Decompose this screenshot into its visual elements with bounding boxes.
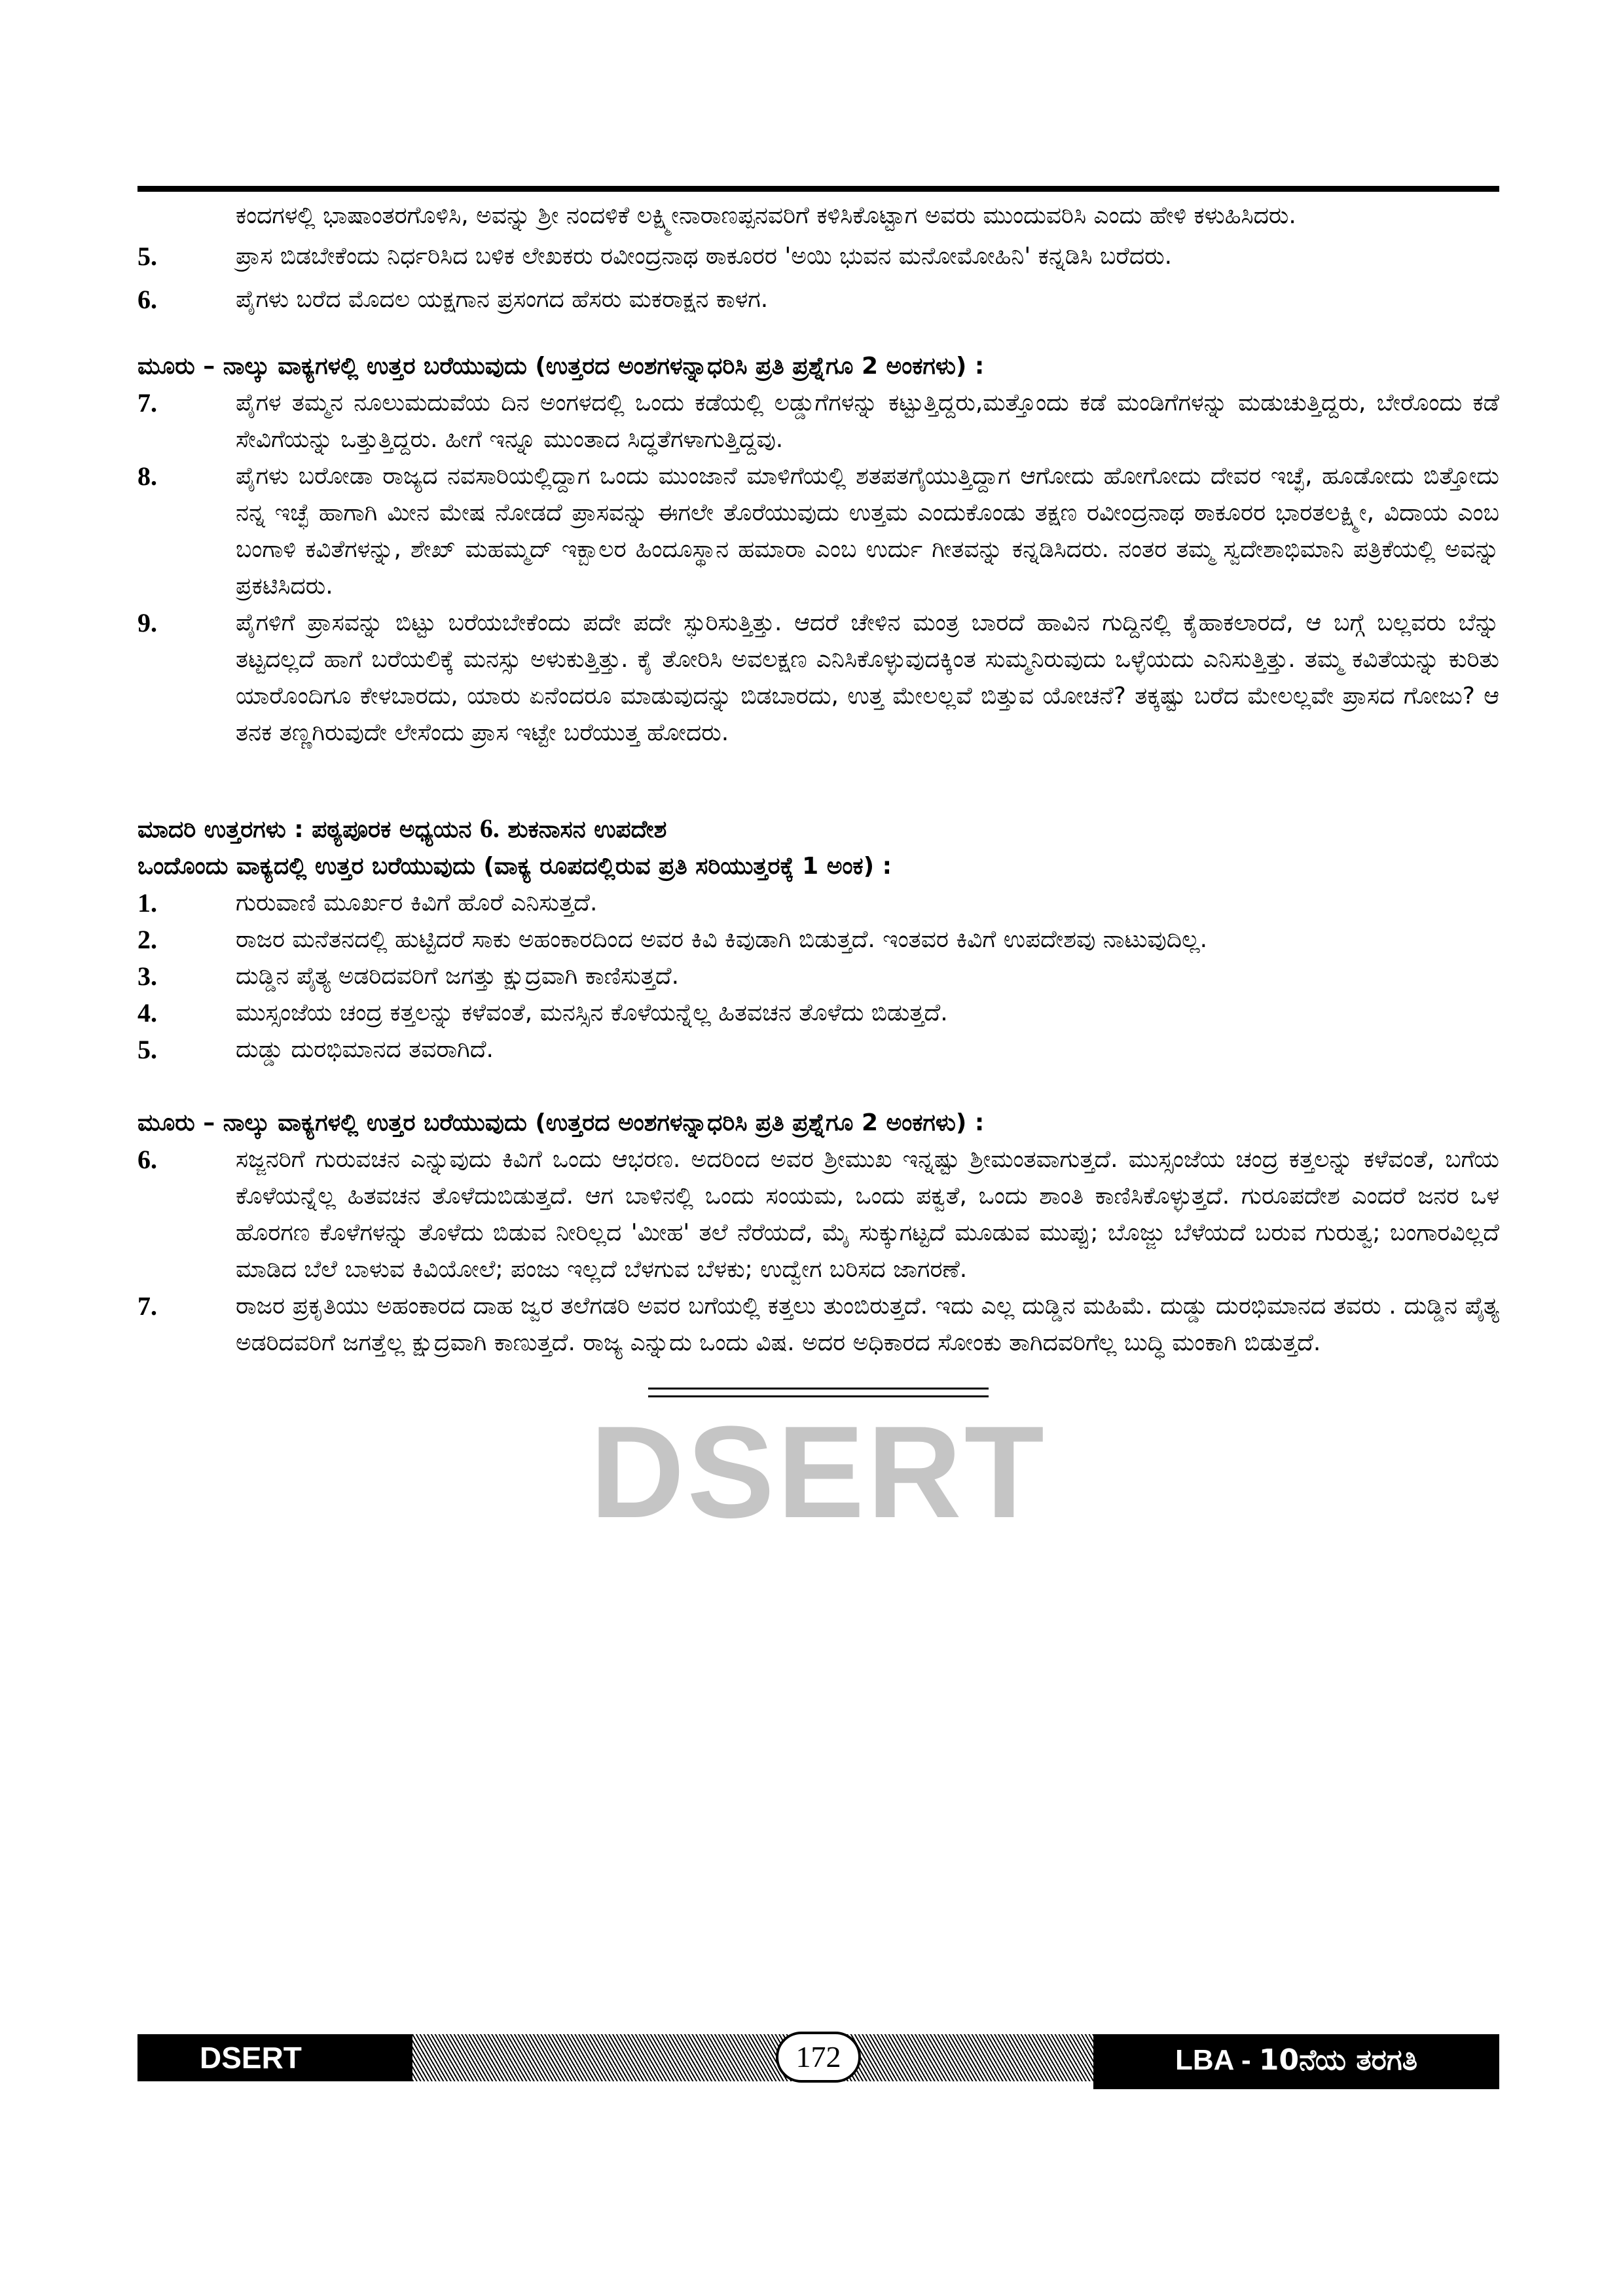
section-model-answers	[137, 810, 1499, 1068]
list-item	[137, 1031, 1499, 1068]
item-text: ರಾಜರ ಮನೆತನದಲ್ಲಿ ಹುಟ್ಟಿದರೆ ಸಾಕು ಅಹಂಕಾರದಿಂದ ಅವರ ಕಿವಿ ಕಿವುಡಾಗಿ ಬಿಡುತ್ತದೆ. ಇಂತವರ ಕಿವಿಗೆ ಉಪದೇಶವು ನಾಟುವುದಿಲ್ಲ.	[236, 926, 1208, 953]
footer-grade: 10ನೆಯ ತರಗತಿ	[1258, 2043, 1418, 2077]
item-number	[137, 198, 236, 234]
list-item	[137, 1288, 1499, 1361]
item-number: 3.	[137, 961, 157, 991]
item-number: 7.	[137, 1291, 157, 1321]
item-text: ಸಜ್ಜನರಿಗೆ ಗುರುವಚನ ಎನ್ನುವುದು ಕಿವಿಗೆ ಒಂದು ಆಭರಣ. ಅದರಿಂದ ಅವರ ಶ್ರೀಮುಖ ಇನ್ನಷ್ಟು ಶ್ರೀಮಂತವಾಗುತ್ತದೆ. ಮುಸ್ಸಂಜೆಯ ಚಂದ್ರ ಕತ್ತಲನ್ನು ಕಳೆವಂತೆ, ಬಗೆಯ ಕೊಳೆಯನ್ನೆಲ್ಲ ಹಿತವಚನ ತೊಳೆದುಬಿಡುತ್ತದೆ. ಆಗ ಬಾಳಿನಲ್ಲಿ ಒಂದು ಸಂಯಮ, ಒಂದು ಪಕ್ವತೆ, ಒಂದು ಶಾಂತಿ ಕಾಣಿಸಿಕೊಳ್ಳುತ್ತದೆ. ಗುರೂಪದೇಶ ಎಂದರೆ ಜನರ ಒಳ ಹೊರಗಣ ಕೊಳೆಗಳನ್ನು ತೊಳೆದು ಬಿಡುವ ನೀರಿಲ್ಲದ 'ಮೀಹ' ತಲೆ ನೆರೆಯದೆ, ಮೈ ಸುಕ್ಕುಗಟ್ಟದೆ ಮೂಡುವ ಮುಪ್ಪು; ಬೊಜ್ಜು ಬೆಳೆಯದೆ ಬರುವ ಗುರುತ್ವ; ಬಂಗಾರವಿಲ್ಲದೆ ಮಾಡಿದ ಬೆಲೆ ಬಾಳುವ ಕಿವಿಯೋಲೆ; ಪಂಜು ಇಲ್ಲದೆ ಬೆಳಗುವ ಬೆಳಕು; ಉದ್ವೇಗ ಬರಿಸದ ಜಾಗರಣೆ.	[236, 1146, 1499, 1283]
item-text: ದುಡ್ಡು ದುರಭಿಮಾನದ ತವರಾಗಿದೆ.	[236, 1036, 494, 1063]
item-number: 1.	[137, 888, 157, 918]
end-rules	[648, 1388, 989, 1397]
list-item	[137, 922, 1499, 958]
list-item	[137, 385, 1499, 458]
item-number: 6.	[137, 1145, 157, 1174]
item-text: ಪೈಗಳು ಬರೋಡಾ ರಾಜ್ಯದ ನವಸಾರಿಯಲ್ಲಿದ್ದಾಗ ಒಂದು ಮುಂಜಾನೆ ಮಾಳಿಗೆಯಲ್ಲಿ ಶತಪತಗೈಯುತ್ತಿದ್ದಾಗ ಆಗೋದು ಹೋಗೋದು ದೇವರ ಇಚ್ಛೆ, ಹೂಡೋದು ಬಿತ್ತೋದು ನನ್ನ ಇಚ್ಛೆ ಹಾಗಾಗಿ ಮೀನ ಮೇಷ ನೋಡದೆ ಪ್ರಾಸವನ್ನು ಈಗಲೇ ತೊರೆಯುವುದು ಉತ್ತಮ ಎಂದುಕೊಂಡು ತಕ್ಷಣ ರವೀಂದ್ರನಾಥ ಠಾಕೂರರ ಭಾರತಲಕ್ಷ್ಮೀ, ವಿದಾಯ ಎಂಬ ಬಂಗಾಳಿ ಕವಿತೆಗಳನ್ನು, ಶೇಖ್ ಮಹಮ್ಮದ್ ಇಕ್ಬಾಲರ ಹಿಂದೂಸ್ಥಾನ ಹಮಾರಾ ಎಂಬ ಉರ್ದು ಗೀತವನ್ನು ಕನ್ನಡಿಸಿದರು. ನಂತರ ತಮ್ಮ ಸ್ವದೇಶಾಭಿಮಾನಿ ಪತ್ರಿಕೆಯಲ್ಲಿ ಅವನ್ನು ಪ್ರಕಟಿಸಿದರು.	[236, 463, 1499, 600]
title-text: ಮಾದರಿ ಉತ್ತರಗಳು : ಪಠ್ಯಪೂರಕ ಅಧ್ಯಯನ	[137, 816, 480, 843]
item-number: 5.	[137, 1035, 157, 1064]
page-footer	[137, 2034, 1499, 2089]
item-text: ಪೈಗಳ ತಮ್ಮನ ನೂಲುಮದುವೆಯ ದಿನ ಅಂಗಳದಲ್ಲಿ ಒಂದು ಕಡೆಯಲ್ಲಿ ಲಡ್ಡುಗೆಗಳನ್ನು ಕಟ್ಟುತ್ತಿದ್ದರು,ಮತ್ತೊಂದು ಕಡೆ ಮಂಡಿಗೆಗಳನ್ನು ಮಡುಚುತ್ತಿದ್ದರು, ಬೇರೊಂದು ಕಡೆ ಸೇವಿಗೆಯನ್ನು ಒತ್ತುತ್ತಿದ್ದರು. ಹೀಗೆ ಇನ್ನೂ ಮುಂತಾದ ಸಿದ್ಧತೆಗಳಾಗುತ್ತಿದ್ದವು.	[236, 389, 1499, 453]
watermark: DSERT	[590, 1399, 1047, 1545]
page-content	[137, 198, 1499, 1545]
list-item	[137, 458, 1499, 605]
section-heading: ಒಂದೊಂದು ವಾಕ್ಯದಲ್ಲಿ ಉತ್ತರ ಬರೆಯುವುದು (ವಾಕ್ಯ ರೂಪದಲ್ಲಿರುವ ಪ್ರತಿ ಸರಿಯುತ್ತರಕ್ಕೆ 1 ಅಂಕ) :	[137, 853, 892, 880]
list-item	[137, 605, 1499, 751]
item-text: ರಾಜರ ಪ್ರಕೃತಿಯು ಅಹಂಕಾರದ ದಾಹ ಜ್ವರ ತಲೆಗಡರಿ ಅವರ ಬಗೆಯಲ್ಲಿ ಕತ್ತಲು ತುಂಬಿರುತ್ತದೆ. ಇದು ಎಲ್ಲ ದುಡ್ಡಿನ ಮಹಿಮೆ. ದುಡ್ಡು ದುರಭಿಮಾನದ ತವರು . ದುಡ್ಡಿನ ಪೈತ್ಯ ಅಡರಿದವರಿಗೆ ಜಗತ್ತೆಲ್ಲ ಕ್ಷುದ್ರವಾಗಿ ಕಾಣುತ್ತದೆ. ರಾಜ್ಯ ಎನ್ನುದು ಒಂದು ವಿಷ. ಅದರ ಅಧಿಕಾರದ ಸೋಂಕು ತಾಗಿದವರಿಗೆಲ್ಲ ಬುದ್ಧಿ ಮಂಕಾಗಿ ಬಿಡುತ್ತದೆ.	[236, 1293, 1499, 1356]
section-continued-answers	[137, 198, 1499, 318]
item-number: 8.	[137, 461, 157, 491]
list-item	[137, 958, 1499, 995]
item-text: ದುಡ್ಡಿನ ಪೈತ್ಯ ಅಡರಿದವರಿಗೆ ಜಗತ್ತು ಕ್ಷುದ್ರವಾಗಿ ಕಾಣಿಸುತ್ತದೆ.	[236, 963, 680, 990]
list-item	[137, 1141, 1499, 1288]
footer-lba: LBA -	[1175, 2044, 1259, 2076]
item-text: ಪೈಗಳು ಬರೆದ ಮೊದಲ ಯಕ್ಷಗಾನ ಪ್ರಸಂಗದ ಹೆಸರು ಮಕರಾಕ್ಷನ ಕಾಳಗ.	[236, 286, 769, 313]
item-text: ಮುಸ್ಸಂಜೆಯ ಚಂದ್ರ ಕತ್ತಲನ್ನು ಕಳೆವಂತೆ, ಮನಸ್ಸಿನ ಕೊಳೆಯನ್ನೆಲ್ಲ ಹಿತವಚನ ತೊಳೆದು ಬಿಡುತ್ತದೆ.	[236, 999, 948, 1026]
section-heading: ಮೂರು – ನಾಲ್ಕು ವಾಕ್ಯಗಳಲ್ಲಿ ಉತ್ತರ ಬರೆಯುವುದು (ಉತ್ತರದ ಅಂಶಗಳನ್ನಾಧರಿಸಿ ಪ್ರತಿ ಪ್ರಶ್ನೆಗೂ 2 ಅಂಕಗಳು) :	[137, 353, 985, 380]
footer-publisher: DSERT	[137, 2034, 412, 2081]
top-rule	[137, 186, 1499, 192]
section-long-answers-1	[137, 348, 1499, 751]
item-number: 9.	[137, 608, 157, 637]
item-number: 2.	[137, 925, 157, 954]
list-item	[137, 198, 1499, 234]
item-number: 6.	[137, 285, 157, 314]
list-item	[137, 281, 1499, 318]
item-number: 4.	[137, 998, 157, 1028]
list-item	[137, 238, 1499, 275]
item-text: ಪ್ರಾಸ ಬಿಡಬೇಕೆಂದು ನಿರ್ಧರಿಸಿದ ಬಳಿಕ ಲೇಖಕರು ರವೀಂದ್ರನಾಥ ಠಾಕೂರರ 'ಅಯಿ ಭುವನ ಮನೋಮೋಹಿನಿ' ಕನ್ನಡಿಸಿ ಬರೆದರು.	[236, 243, 1173, 270]
item-text: ಗುರುವಾಣಿ ಮೂರ್ಖರ ಕಿವಿಗೆ ಹೊರೆ ಎನಿಸುತ್ತದೆ.	[236, 889, 598, 916]
list-item	[137, 995, 1499, 1031]
list-item	[137, 885, 1499, 922]
page-number: 172	[776, 2032, 861, 2083]
item-number: 5.	[137, 242, 157, 271]
lesson-title: ಶುಕನಾಸನ ಉಪದೇಶ	[499, 816, 667, 843]
footer-class-label	[1093, 2034, 1499, 2089]
end-rule-bottom	[648, 1395, 989, 1397]
section-heading: ಮೂರು – ನಾಲ್ಕು ವಾಕ್ಯಗಳಲ್ಲಿ ಉತ್ತರ ಬರೆಯುವುದು (ಉತ್ತರದ ಅಂಶಗಳನ್ನಾಧರಿಸಿ ಪ್ರತಿ ಪ್ರಶ್ನೆಗೂ 2 ಅಂಕಗಳು) :	[137, 1109, 985, 1136]
item-text: ಕಂದಗಳಲ್ಲಿ ಭಾಷಾಂತರಗೊಳಿಸಿ, ಅವನ್ನು ಶ್ರೀ ನಂದಳಿಕೆ ಲಕ್ಷ್ಮೀನಾರಾಣಪ್ಪನವರಿಗೆ ಕಳಿಸಿಕೊಟ್ಟಾಗ ಅವರು ಮುಂದುವರಿಸಿ ಎಂದು ಹೇಳಿ ಕಳುಹಿಸಿದರು.	[236, 202, 1296, 229]
item-text: ಪೈಗಳಿಗೆ ಪ್ರಾಸವನ್ನು ಬಿಟ್ಟು ಬರೆಯಬೇಕೆಂದು ಪದೇ ಪದೇ ಸ್ಫುರಿಸುತ್ತಿತ್ತು. ಆದರೆ ಚೇಳಿನ ಮಂತ್ರ ಬಾರದೆ ಹಾವಿನ ಗುದ್ದಿನಲ್ಲಿ ಕೈಹಾಕಲಾರದೆ, ಆ ಬಗ್ಗೆ ಬಲ್ಲವರು ಬೆನ್ನು ತಟ್ಟದಲ್ಲದೆ ಹಾಗೆ ಬರೆಯಲಿಕ್ಕೆ ಮನಸ್ಸು ಅಳುಕುತ್ತಿತ್ತು. ಕೈ ತೋರಿಸಿ ಅವಲಕ್ಷಣ ಎನಿಸಿಕೊಳ್ಳುವುದಕ್ಕಿಂತ ಸುಮ್ಮನಿರುವುದು ಒಳ್ಳೆಯದು ಎನಿಸುತ್ತಿತ್ತು. ತಮ್ಮ ಕವಿತೆಯನ್ನು ಕುರಿತು ಯಾರೊಂದಿಗೂ ಕೇಳಬಾರದು, ಯಾರು ಏನೆಂದರೂ ಮಾಡುವುದನ್ನು ಬಿಡಬಾರದು, ಉತ್ತ ಮೇಲಲ್ಲವೆ ಬಿತ್ತುವ ಯೋಚನೆ? ತಕ್ಕಷ್ಟು ಬರೆದ ಮೇಲಲ್ಲವೇ ಪ್ರಾಸದ ಗೋಜು? ಆ ತನಕ ತಣ್ಣಗಿರುವುದೇ ಲೇಸೆಂದು ಪ್ರಾಸ ಇಟ್ಟೇ ಬರೆಯುತ್ತ ಹೋದರು.	[236, 609, 1499, 746]
end-rule-top	[648, 1388, 989, 1390]
section-long-answers-2	[137, 1105, 1499, 1361]
section-title	[137, 810, 1499, 848]
footer-hatch-band	[412, 2034, 1093, 2081]
item-number: 7.	[137, 388, 157, 418]
lesson-number: 6.	[479, 814, 500, 843]
